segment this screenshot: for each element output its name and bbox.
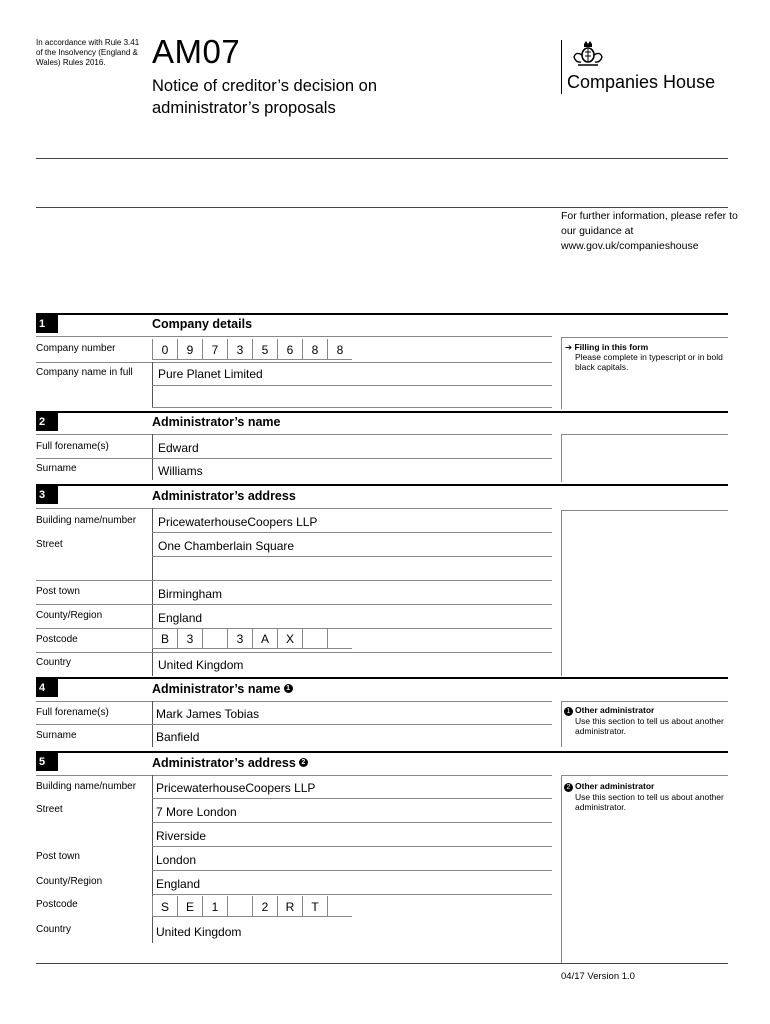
row-line (152, 556, 552, 557)
char-cell[interactable]: 7 (202, 339, 227, 360)
street-line-2-field[interactable]: Riverside (156, 829, 207, 843)
row-line (36, 458, 552, 459)
field-border (152, 775, 153, 943)
building-label: Building name/number (36, 781, 137, 792)
note-body: Use this section to tell us about another administrator. (575, 792, 724, 812)
row-line (36, 775, 552, 776)
surname-field[interactable]: Banfield (156, 730, 200, 744)
county-label: County/Region (36, 610, 103, 621)
company-number-label: Company number (36, 343, 116, 354)
char-cell[interactable] (327, 896, 352, 917)
char-cell[interactable] (202, 628, 227, 649)
char-cell[interactable]: 3 (227, 628, 252, 649)
county-field[interactable]: England (158, 611, 203, 625)
section-divider (36, 313, 728, 315)
country-label: Country (36, 924, 72, 935)
char-cell[interactable]: E (177, 896, 202, 917)
section-number: 4 (36, 679, 58, 697)
note-body: Use this section to tell us about another administrator. (575, 716, 724, 736)
footnote-marker: 1 (284, 684, 293, 693)
surname-label: Surname (36, 463, 77, 474)
char-cell[interactable]: X (277, 628, 302, 649)
row-line (36, 604, 552, 605)
town-field[interactable]: London (156, 853, 197, 867)
version-label: 04/17 Version 1.0 (561, 971, 635, 982)
row-line (36, 336, 552, 337)
forenames-label: Full forename(s) (36, 707, 109, 718)
divider (36, 158, 728, 159)
section-title (152, 681, 293, 697)
footnote-marker: 2 (299, 758, 308, 767)
row-line (36, 508, 552, 509)
section-title-text: Administrator’s address (152, 756, 296, 770)
char-cell[interactable]: 0 (152, 339, 177, 360)
county-field[interactable]: England (156, 877, 201, 891)
row-line (152, 385, 552, 386)
row-line (152, 870, 552, 871)
char-cell[interactable]: B (152, 628, 177, 649)
side-box (561, 434, 728, 482)
guidance-note: For further information, please refer to our guidance at www.gov.uk/companieshouse (561, 210, 738, 252)
forenames-field[interactable]: Mark James Tobias (156, 707, 260, 721)
row-line (36, 701, 552, 702)
char-cell[interactable]: 2 (252, 896, 277, 917)
char-cell[interactable]: 8 (327, 339, 352, 360)
other-admin-note-box (561, 775, 728, 963)
filling-note-box (561, 337, 728, 409)
row-line (36, 652, 552, 653)
forenames-field[interactable]: Edward (158, 441, 199, 455)
char-cell[interactable]: 1 (202, 896, 227, 917)
row-line (36, 724, 552, 725)
other-admin-note-box (561, 701, 728, 747)
field-border (152, 434, 153, 480)
row-line (36, 362, 552, 363)
row-line (152, 822, 552, 823)
char-cell[interactable] (302, 628, 327, 649)
company-name-label: Company name in full (36, 367, 133, 378)
note-title: Filling in this form (574, 342, 649, 352)
section-number: 1 (36, 315, 58, 333)
town-label: Post town (36, 851, 80, 862)
char-cell[interactable]: 6 (277, 339, 302, 360)
char-cell[interactable]: 9 (177, 339, 202, 360)
row-line (152, 798, 552, 799)
form-code: AM07 (152, 33, 241, 70)
county-label: County/Region (36, 876, 103, 887)
arrow-right-icon: ➔ (565, 342, 575, 352)
postcode-label: Postcode (36, 899, 78, 910)
row-line (36, 434, 552, 435)
char-cell[interactable]: 3 (177, 628, 202, 649)
street-field[interactable]: One Chamberlain Square (158, 539, 295, 553)
section-number: 2 (36, 413, 58, 431)
forenames-label: Full forename(s) (36, 441, 109, 452)
char-cell[interactable] (227, 896, 252, 917)
building-field[interactable]: PricewaterhouseCoopers LLP (158, 515, 318, 529)
footnote-marker: 1 (564, 707, 573, 716)
section-title: Administrator’s address (152, 489, 296, 503)
street-field[interactable]: 7 More London (156, 805, 237, 819)
footnote-marker: 2 (564, 783, 573, 792)
postcode-label: Postcode (36, 634, 78, 645)
form-title: Notice of creditor’s decision on administrator’s proposals (152, 77, 378, 117)
char-cell[interactable]: 5 (252, 339, 277, 360)
section-divider (36, 411, 728, 413)
char-cell[interactable]: 3 (227, 339, 252, 360)
row-line (152, 846, 552, 847)
street-label: Street (36, 539, 63, 550)
surname-field[interactable]: Williams (158, 464, 203, 478)
section-title (152, 755, 308, 771)
row-line (152, 894, 552, 895)
char-cell[interactable]: S (152, 896, 177, 917)
char-cell[interactable] (327, 628, 352, 649)
note-title: Other administrator (575, 781, 655, 791)
building-label: Building name/number (36, 515, 137, 526)
logo-divider (561, 40, 562, 94)
note-title: Other administrator (575, 705, 655, 715)
street-label: Street (36, 804, 63, 815)
row-line (152, 532, 552, 533)
row-line (152, 407, 552, 408)
town-label: Post town (36, 586, 80, 597)
char-cell[interactable]: T (302, 896, 327, 917)
char-cell[interactable]: A (252, 628, 277, 649)
section-number: 3 (36, 486, 58, 504)
country-label: Country (36, 657, 72, 668)
company-name-field[interactable]: Pure Planet Limited (158, 367, 263, 381)
section-number: 5 (36, 753, 58, 771)
side-box (561, 510, 728, 676)
town-field[interactable]: Birmingham (158, 587, 223, 601)
divider (36, 963, 728, 964)
section-title: Administrator’s name (152, 415, 281, 429)
building-field[interactable]: PricewaterhouseCoopers LLP (156, 781, 316, 795)
section-title-text: Administrator’s name (152, 682, 281, 696)
section-title: Company details (152, 317, 253, 331)
char-cell[interactable]: R (277, 896, 302, 917)
royal-crest-icon (570, 40, 606, 68)
section-divider (36, 677, 728, 679)
section-divider (36, 484, 728, 486)
section-divider (36, 751, 728, 753)
companies-house-logo: Companies House (567, 72, 716, 92)
row-line (36, 580, 552, 581)
note-body: Please complete in typescript or in bold black capitals. (575, 352, 723, 372)
rule-caption: In accordance with Rule 3.41 of the Insolvency (England & Wales) Rules 2016. (36, 38, 140, 67)
country-field[interactable]: United Kingdom (156, 925, 242, 939)
country-field[interactable]: United Kingdom (158, 658, 244, 672)
char-cell[interactable]: 8 (302, 339, 327, 360)
field-border (152, 508, 153, 676)
surname-label: Surname (36, 730, 77, 741)
divider (36, 207, 728, 208)
